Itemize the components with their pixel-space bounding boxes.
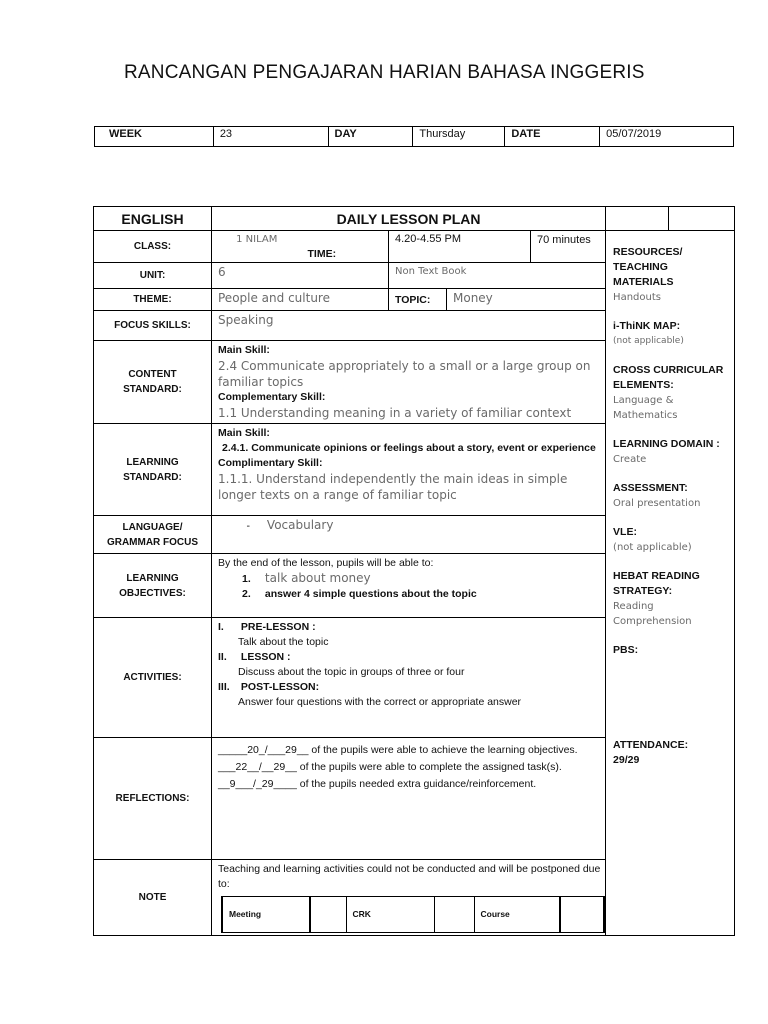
time-label: TIME: [302,231,389,263]
learning-standard-label-1: LEARNING [126,456,179,468]
plan-heading: DAILY LESSON PLAN [212,207,606,231]
focus-skills-value: Speaking [218,313,274,327]
activity-item [218,620,599,650]
unit-label: UNIT: [94,263,212,289]
grammar-bullet: - [246,520,250,532]
class-value: 1 NILAM [236,234,278,245]
content-standard-label-2: STANDARD: [123,384,182,395]
page-title: RANCANGAN PENGAJARAN HARIAN BAHASA INGGERIS [124,62,645,83]
objective-number: 2. [242,588,251,600]
objectives-intro: By the end of the lesson, pupils will be able to: [218,557,434,569]
focus-skills-label: FOCUS SKILLS: [94,311,212,341]
reflections-label: REFLECTIONS: [94,738,212,860]
subject-cell: ENGLISH [94,207,212,231]
objective-item [218,571,599,587]
activities-list [218,620,599,710]
note-option-crk-box[interactable] [434,897,474,933]
learning-comp-label: Complimentary Skill: [218,457,323,469]
content-standard-label-1: CONTENT [128,369,177,380]
objective-number: 1. [242,573,251,585]
week-table [94,126,734,147]
activity-number: III. [218,681,230,693]
reflection-line: __9___/_29____ of the pupils needed extra guidance/reinforcement. [218,778,537,790]
activity-title: LESSON : [240,651,291,663]
note-options-table [221,896,605,933]
note-option-course-box[interactable] [560,897,604,933]
date-value: 05/07/2019 [600,127,734,147]
lesson-plan-table [93,206,735,936]
objectives-cell [212,554,606,618]
activity-title: POST-LESSON: [240,681,320,693]
learning-standard-label-cell [94,424,212,516]
vle-value: (not applicable) [613,542,692,553]
note-cell [212,860,606,936]
cce-value: Language & Mathematics [613,395,678,421]
activity-item [218,680,599,710]
activity-text: Discuss about the topic in groups of three or four [238,666,465,678]
resources-value: Handouts [613,292,661,303]
blank-cell-right [669,207,735,231]
topic-label: TOPIC: [389,289,447,311]
vle-label: VLE: [613,526,637,538]
reflection-line: ___22__/__29__ of the pupils were able to complete the assigned task(s). [218,761,562,773]
content-standard-cell [212,341,606,424]
learning-domain-value: Create [613,454,647,465]
duration: 70 minutes [531,231,606,263]
cce-label: CROSS CURRICULAR ELEMENTS: [613,364,724,391]
hebat-value: Reading Comprehension [613,601,692,627]
learning-main-label: Main Skill: [218,427,270,439]
blank-cell-left [606,207,669,231]
theme-label: THEME: [94,289,212,311]
activities-cell [212,618,606,738]
activity-number: I. [218,621,224,633]
think-map-value: (not applicable) [613,336,684,346]
objective-text: talk about money [264,571,371,585]
assessment-value: Oral presentation [613,498,701,509]
activity-number: II. [218,651,227,663]
content-main-text: 2.4 Communicate appropriately to a small or a large group on familiar topics [218,359,591,389]
grammar-label-1: LANGUAGE/ [122,521,183,533]
activity-text: Answer four questions with the correct or appropriate answer [238,696,522,708]
note-option-meeting: Meeting [222,897,310,933]
topic-value: Money [453,291,493,305]
topic-value-cell [447,289,606,311]
unit-value-cell [212,263,389,289]
date-label: DATE [505,127,600,147]
time-value: 4.20-4.55 PM [389,231,531,263]
activity-text: Talk about the topic [238,636,329,648]
focus-skills-cell [212,311,606,341]
attendance-value: 29/29 [613,754,640,766]
grammar-label-cell [94,516,212,554]
unit-value: 6 [218,265,226,279]
learning-standard-label-2: STANDARD: [123,471,182,483]
content-main-label: Main Skill: [218,344,270,356]
note-option-meeting-box[interactable] [310,897,346,933]
week-value: 23 [213,127,328,147]
grammar-value: Vocabulary [266,518,334,532]
grammar-label-2: GRAMMAR FOCUS [106,536,199,548]
learning-standard-cell [212,424,606,516]
content-comp-text: 1.1 Understanding meaning in a variety of familiar context [218,406,572,420]
learning-comp-text: 1.1.1. Understand independently the main ideas in simple longer texts on a range of familiar topic [218,472,568,502]
class-label: CLASS: [94,231,212,263]
book-value: Non Text Book [395,266,467,277]
reflections-cell [212,738,606,860]
objective-text: answer 4 simple questions about the topic [264,588,477,600]
learning-domain-label: LEARNING DOMAIN : [613,438,720,450]
activity-item [218,650,599,680]
theme-value-cell [212,289,389,311]
day-label: DAY [328,127,413,147]
objectives-label-1: LEARNING [126,572,179,584]
think-map-label: i-ThiNK MAP: [613,320,681,332]
note-option-course: Course [474,897,560,933]
objectives-label-2: OBJECTIVES: [119,587,186,599]
week-label: WEEK [95,127,214,147]
note-text: Teaching and learning activities could not be conducted and will be postponed due to: [218,863,601,890]
content-comp-label: Complementary Skill: [218,391,326,403]
attendance-label: ATTENDANCE: [613,739,689,751]
book-cell [389,263,606,289]
activities-label: ACTIVITIES: [94,618,212,738]
hebat-label: HEBAT READING STRATEGY: [613,570,700,597]
resources-label: RESOURCES/ TEACHING MATERIALS [613,246,683,288]
note-option-crk: CRK [346,897,434,933]
objective-item [218,587,599,602]
activity-title: PRE-LESSON : [240,621,316,633]
grammar-cell [212,516,606,554]
pbs-label: PBS: [613,644,639,656]
class-value-cell [212,231,302,263]
note-label: NOTE [94,860,212,936]
learning-main-text: 2.4.1. Communicate opinions or feelings about a story, event or experience [222,442,596,454]
content-standard-label-cell [94,341,212,424]
reflection-line: _____20_/___29__ of the pupils were able to achieve the learning objectives. [218,744,578,756]
theme-value: People and culture [218,291,330,305]
day-value: Thursday [413,127,505,147]
objectives-label-cell [94,554,212,618]
assessment-label: ASSESSMENT: [613,482,688,494]
sidebar [606,231,735,936]
